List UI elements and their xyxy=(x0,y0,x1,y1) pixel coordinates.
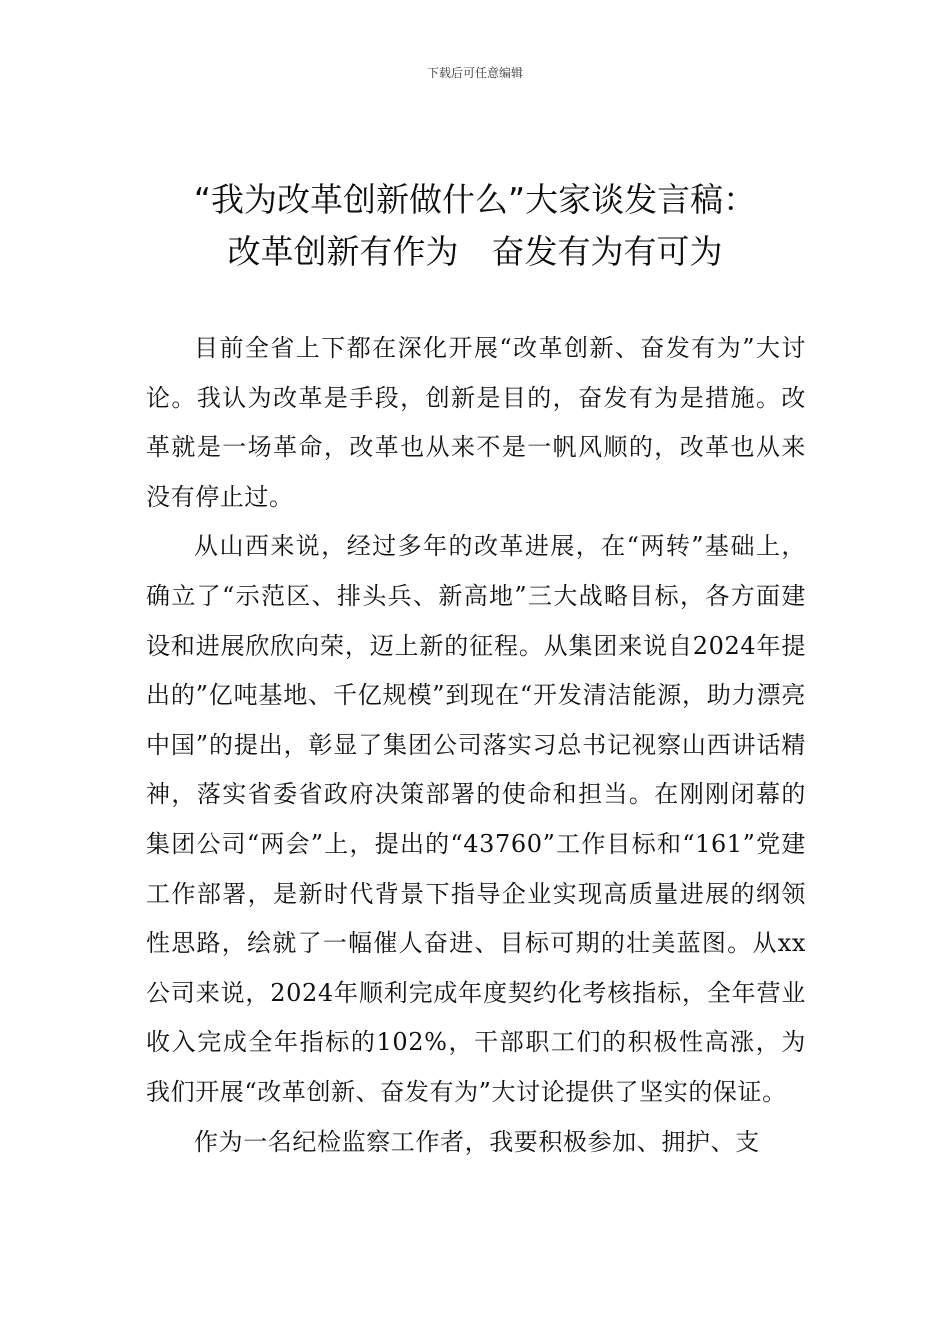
title-line-2: 改革创新有作为 奋发有为有可为 xyxy=(227,232,723,271)
paragraph-1: 目前全省上下都在深化开展“改革创新、奋发有为”大讨论。我认为改革是手段，创新是目的，奋发有为是措施。改革就是一场革命，改革也从来不是一帆风顺的，改革也从来没有停止过。 xyxy=(146,334,806,511)
paragraph-2: 从山西来说，经过多年的改革进展，在“两转”基础上，确立了“示范区、排头兵、新高地”三大战略目标，各方面建设和进展欣欣向荣，迈上新的征程。从集团来说自2024年提出的”亿吨基地、千亿规模”到现在“开发清洁能源，助力漂亮中国”的提出，彰显了集团公司落实习总书记视察山西讲话精神，落实省委省政府决策部署的使命和担当。在刚刚闭幕的集团公司“两会”上，提出的“43760”工作目标和“161”党建工作部署，是新时代背景下指导企业实现高质量进展的纲领性思路，绘就了一幅催人奋进、目标可期的壮美蓝图。从xx公司来说，2024年顺利完成年度契约化考核指标，全年营业收入完成全年指标的102%，干部职工们的积极性高涨，为我们开展“改革创新、奋发有为”大讨论提供了坚实的保证。 xyxy=(146,532,806,1106)
document-body xyxy=(146,324,806,1167)
paragraph-3: 作为一名纪检监察工作者，我要积极参加、拥护、支 xyxy=(194,1127,760,1156)
document-title xyxy=(0,174,950,278)
title-line-1: “我为改革创新做什么”大家谈发言稿： xyxy=(193,180,757,219)
page-header-note: 下载后可任意编辑 xyxy=(426,66,523,80)
